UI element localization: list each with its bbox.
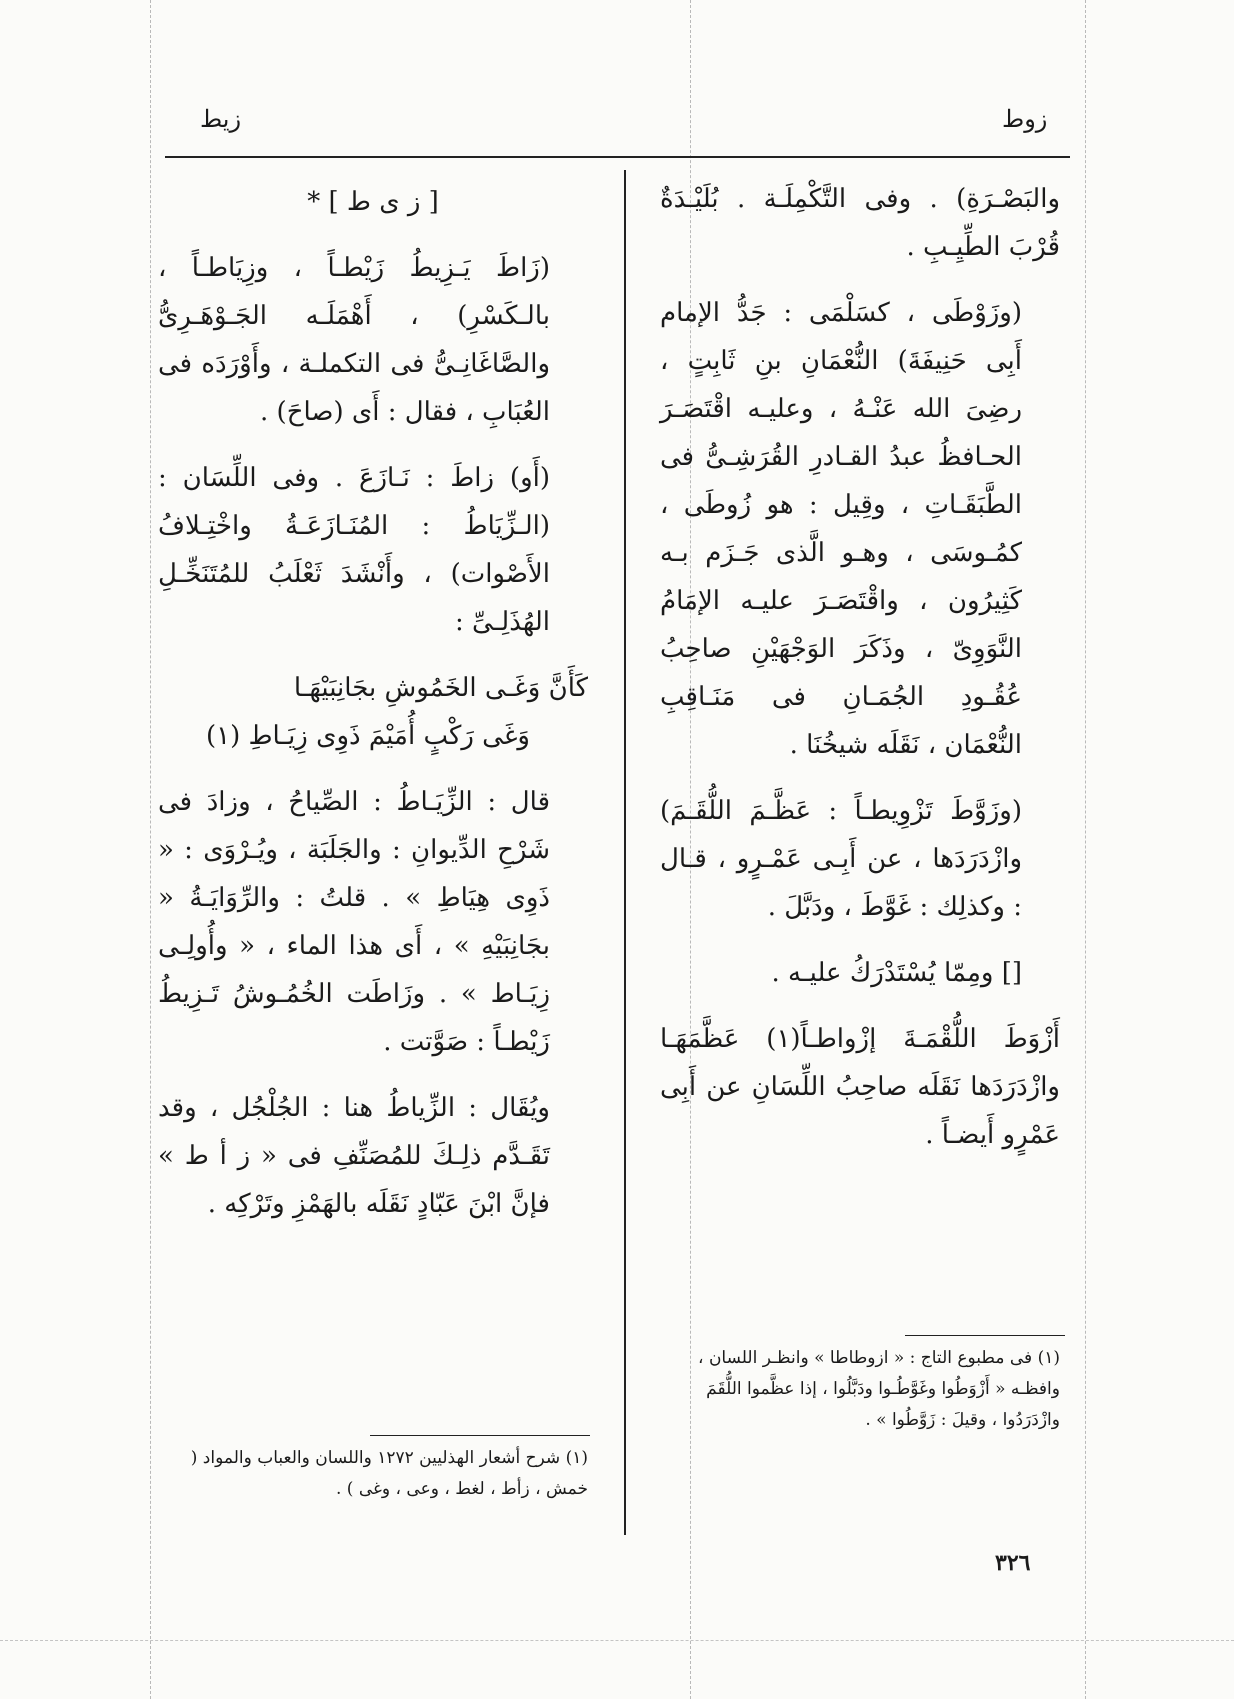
verse-line: كَأَنَّ وَغَـى الخَمُوشِ بجَانِبَيْهَـا [293,673,588,703]
entry-heading: [ ز ى ط ] * [307,187,439,217]
scan-guide-line [0,1640,1234,1641]
paragraph: والبَصْـرَةِ) . وفى التَّكْمِلَـة . بُلَيْـدَةٌ قُرْبَ الطِّيِـبِ . [660,184,1060,262]
paragraph: قال : الزِّيَـاطُ : الصِّياحُ ، وزادَ فى شَرْحِ الدِّيوانِ : والجَلَبَة ، ويُـرْوَى : « ذَوِى هِيَاطِ » . قلتُ : والرِّوَايَـةُ « بجَانِبَيْهِ » ، أَى هذا الماء ، « وأُولِـى زِيَـاط » . وزَاطَت الخُمُـوشُ تَـزِيطُ زَيْطـاً : صَوَّتت . [158,787,550,1057]
left-column [158,178,588,1246]
paragraph: (زَاطَ يَـزِيطُ زَيْطـاً ، وزِيَاطـاً ، بالـكَسْرِ) ، أَهْمَلَـه الجَـوْهَـرِىُّ والصَّاغَانِـىُّ فى التكملـة ، وأَوْرَدَه فى العُبَابِ ، فقال : أَى (صاحَ) . [158,253,550,427]
right-column [660,175,1060,1177]
header-rule [165,156,1070,158]
running-head-left: زيط [200,105,242,133]
footnote [158,1443,588,1505]
scan-guide-line [150,0,151,1699]
footnote-line: (١) شرح أشعار الهذليين ١٢٧٢ واللسان والعباب والمواد ( خمش ، زأط ، لغط ، وعى ، وغى ) . [190,1448,588,1499]
paragraph: (وزَوَّطَ تَزْوِيطـاً : عَظَّـمَ اللُّقَـمَ) وازْدَرَدَها ، عن أَبِـى عَمْـرٍو ، قـال : وكذلِك : غَوَّطَ ، ودَبَّلَ . [660,796,1022,922]
footnote [660,1343,1060,1436]
paragraph: أَزْوَطَ اللُّقْمَـةَ إزْواطـاً(١) عَظَّمَهَـا وازْدَرَدَها نَقَلَه صاحِبُ اللِّسَانِ عن أَبِى عَمْرٍو أَيضـاً . [660,1024,1060,1150]
paragraph: (وزَوْطَى ، كسَلْمَى : جَدُّ الإمام أَبِى حَنِيفَةَ) النُّعْمَانِ بنِ ثَابِتٍ ، رضِىَ الله عَنْـهُ ، وعليـه اقْتَصَـرَ الحـافظُ عبدُ القـادرِ القُرَشِـىُّ فى الطَّبَقَـاتِ ، وقِيل : هو زُوطَى ، كمُـوسَى ، وهـو الَّذى جَـزَم بـه كَثِيرُون ، واقْتَصَـرَ عليـه الإمَامُ النَّوَوِىّ ، وذَكَرَ الوَجْهَيْنِ صاحِبُ عُقُـودِ الجُمَـانِ فى مَنَـاقِبِ النُّعْمَان ، نَقَلَه شيخُنَا . [660,298,1022,760]
paragraph: ويُقَال : الزِّياطُ هنا : الجُلْجُل ، وقد تَقَـدَّم ذلِـكَ للمُصَنِّفِ فى « ز أ ط » فإنَّ ابْنَ عَبّادٍ نَقَلَه بالهَمْزِ وتَرْكِه . [158,1093,550,1219]
running-head-right: زوط [1002,105,1048,133]
footnote-rule [370,1435,590,1436]
paragraph: (أَو) زاطَ : نَـازَعَ . وفى اللِّسَان : (الـزِّيَاطُ : المُنَـازَعَـةُ واخْتِـلافُ الأَصْوات) ، وأَنْشَدَ ثَعْلَبُ للمُتَنَخِّـلِ الهُذَلِـىِّ : [158,463,550,637]
verse-line: وَغَى رَكْبٍ أُمَيْمَ ذَوِى زِيَـاطِ (١) [205,721,530,751]
page-number: ٣٢٦ [995,1550,1031,1576]
footnote-rule [905,1335,1065,1336]
paragraph: [] ومِمّا يُسْتَدْرَكُ عليـه . [771,958,1022,988]
column-divider [624,170,626,1535]
footnote-line: (١) فى مطبوع التاج : « ازوطاطا » وانظـر اللسان ، وافظـه « أَزْوَطُوا وغَوَّطُـوا ودَبَّلُوا ، إذا عظَّموا اللُّقَمَ وازْدَرَدُوا ، وقيلَ : زَوَّطُوا » . [698,1348,1060,1430]
scan-guide-line [1085,0,1086,1699]
